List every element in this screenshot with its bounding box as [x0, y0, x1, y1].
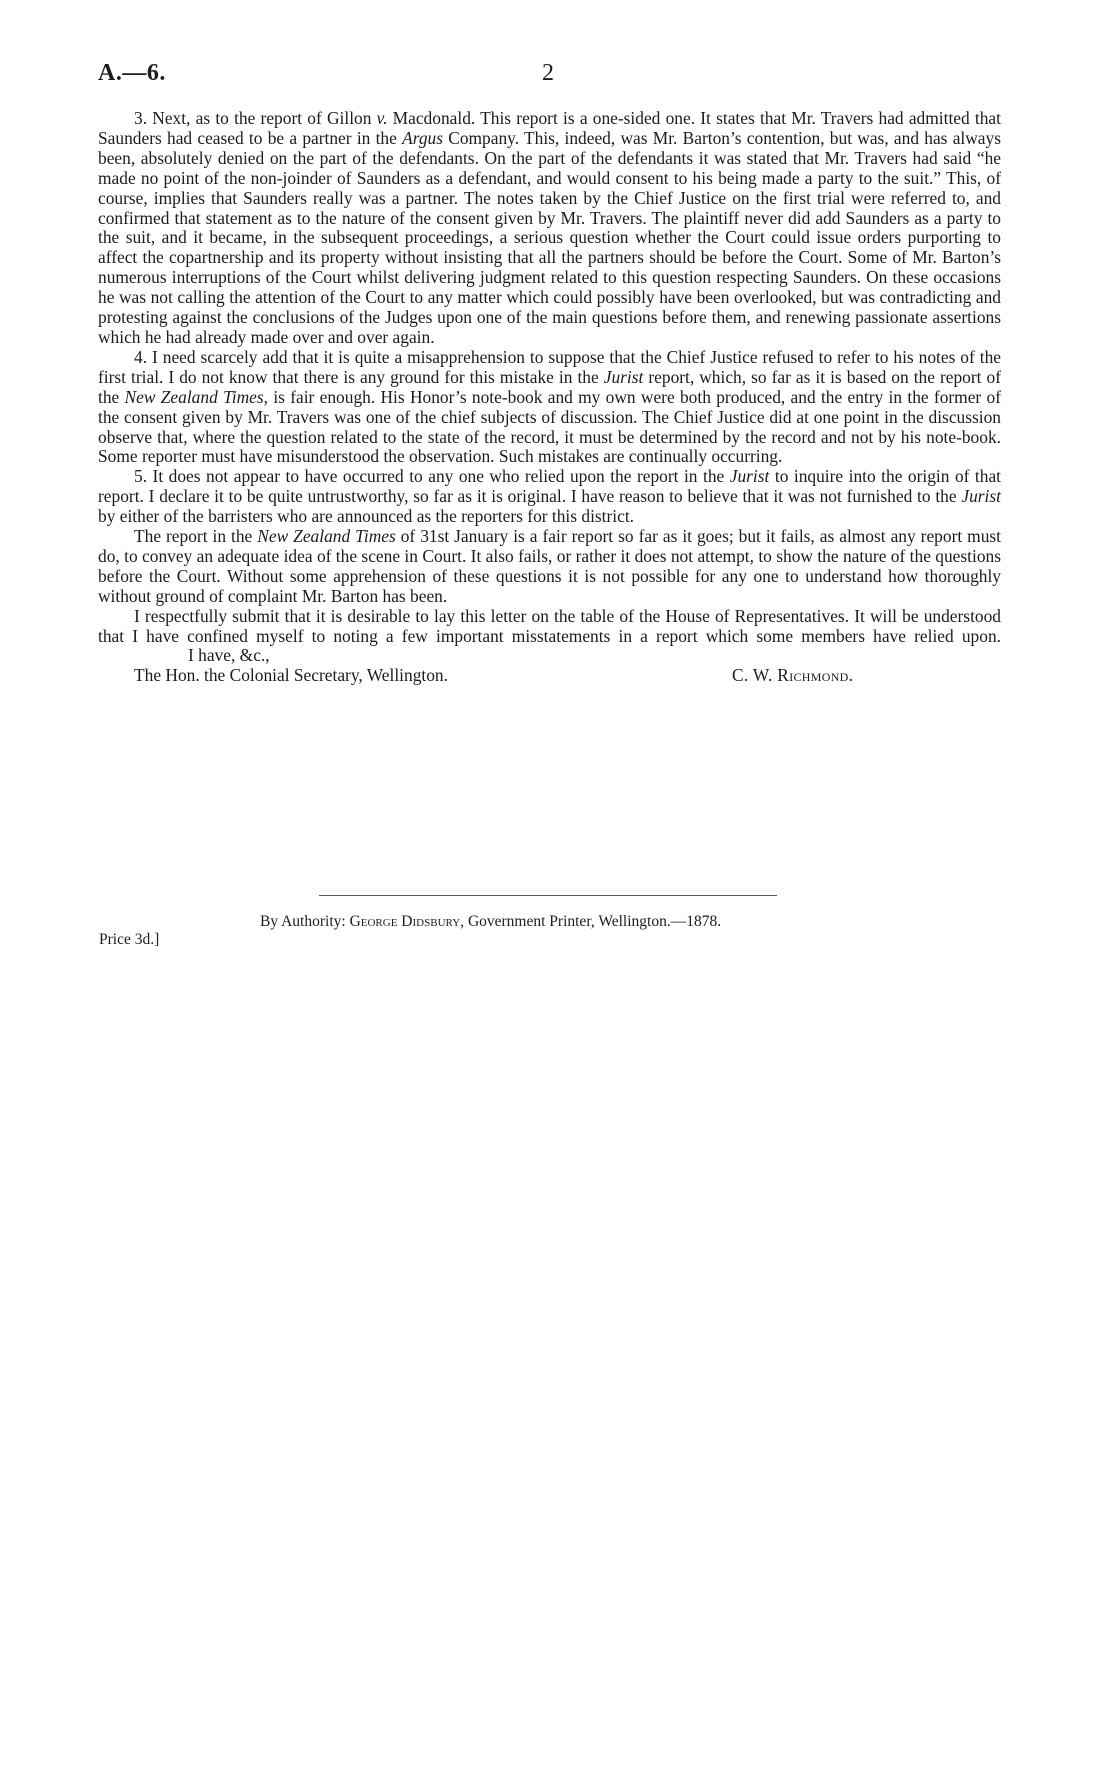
- paragraph-3: 3. Next, as to the report of Gillon v. Macdonald. This report is a one-sided one. It states that Mr. Travers had admitted that Saunders had ceased to be a partner in the Argus Company. This, indeed, was Mr. Barton’s contention, but was, and has always been, absolutely denied on the part of the defendants. On the part of the defendants it was stated that Mr. Travers had said “he made no point of the non-joinder of Saunders as a defendant, and would consent to his being made a party to the suit.” This, of course, implies that Saunders really was a partner. The notes taken by the Chief Justice on the first trial were referred to, and confirmed that statement as to the nature of the consent given by Mr. Travers. The plaintiff never did add Saunders as a party to the suit, and it became, in the subsequent proceedings, a serious question whether the Court could issue orders purporting to affect the copartnership and its property without insisting that all the partners should be before the Court. Some of Mr. Barton’s numerous interruptions of the Court whilst delivering judgment related to this question respecting Saunders. On these occasions he was not calling the attention of the Court to any matter which could possibly have been overlooked, but was contradicting and protesting against the conclusions of the Judges upon one of the main questions before them, and renewing passionate assertions which he had already made over and over again.: [98, 108, 1001, 347]
- paragraph-7: I respectfully submit that it is desirable to lay this letter on the table of the House of Representatives. It will be understood that I have confined myself to noting a few important misstatements in a report which some members have relied upon.I have, &c.,: [98, 605, 1001, 666]
- paragraph-4: 4. I need scarcely add that it is quite a misapprehension to suppose that the Chief Justice refused to refer to his notes of the first trial. I do not know that there is any ground for this mistake in the Jurist report, which, so far as it is based on the report of the New Zealand Times, is fair enough. His Honor’s note-book and my own were both produced, and the entry in the former of the consent given by Mr. Travers was one of the chief subjects of discussion. The Chief Justice did at one point in the discussion observe that, where the question related to the state of the record, it must be determined by the record and not by his note-book. Some reporter must have misunderstood the observation. Such mistakes are continually occurring.: [98, 346, 1002, 467]
- addressee: The Hon. the Colonial Secretary, Wellington.: [134, 665, 448, 686]
- valediction: I have, &c.,: [188, 645, 270, 666]
- paragraph-5: 5. It does not appear to have occurred to any one who relied upon the report in the Jurist to inquire into the origin of that report. I declare it to be quite untrustworthy, so far as it is original. I have reason to believe that it was not furnished to the Jurist by either of the barristers who are announced as the reporters for this district.: [98, 466, 1002, 527]
- printer-imprint: By Authority: George Didsbury, Government Printer, Wellington.—1878.: [260, 913, 722, 930]
- signature: C. W. Richmond.: [732, 665, 854, 686]
- letter-body: [98, 109, 1001, 686]
- paragraph-6: The report in the New Zealand Times of 31st January is a fair report so far as it goes; but it fails, as almost any report must do, to convey an adequate idea of the scene in Court. It also fails, or rather it does not attempt, to show the nature of the questions before the Court. Without some apprehension of these questions it is not possible for any one to understand how thoroughly without ground of complaint Mr. Barton has been.: [98, 526, 1001, 606]
- document-id: A.—6.: [98, 60, 166, 86]
- footer-divider: [319, 895, 777, 896]
- price-label: Price 3d.]: [99, 931, 160, 948]
- printer-name: George Didsbury: [349, 913, 461, 930]
- page-number: 2: [542, 60, 554, 86]
- closing-line: [98, 666, 1001, 686]
